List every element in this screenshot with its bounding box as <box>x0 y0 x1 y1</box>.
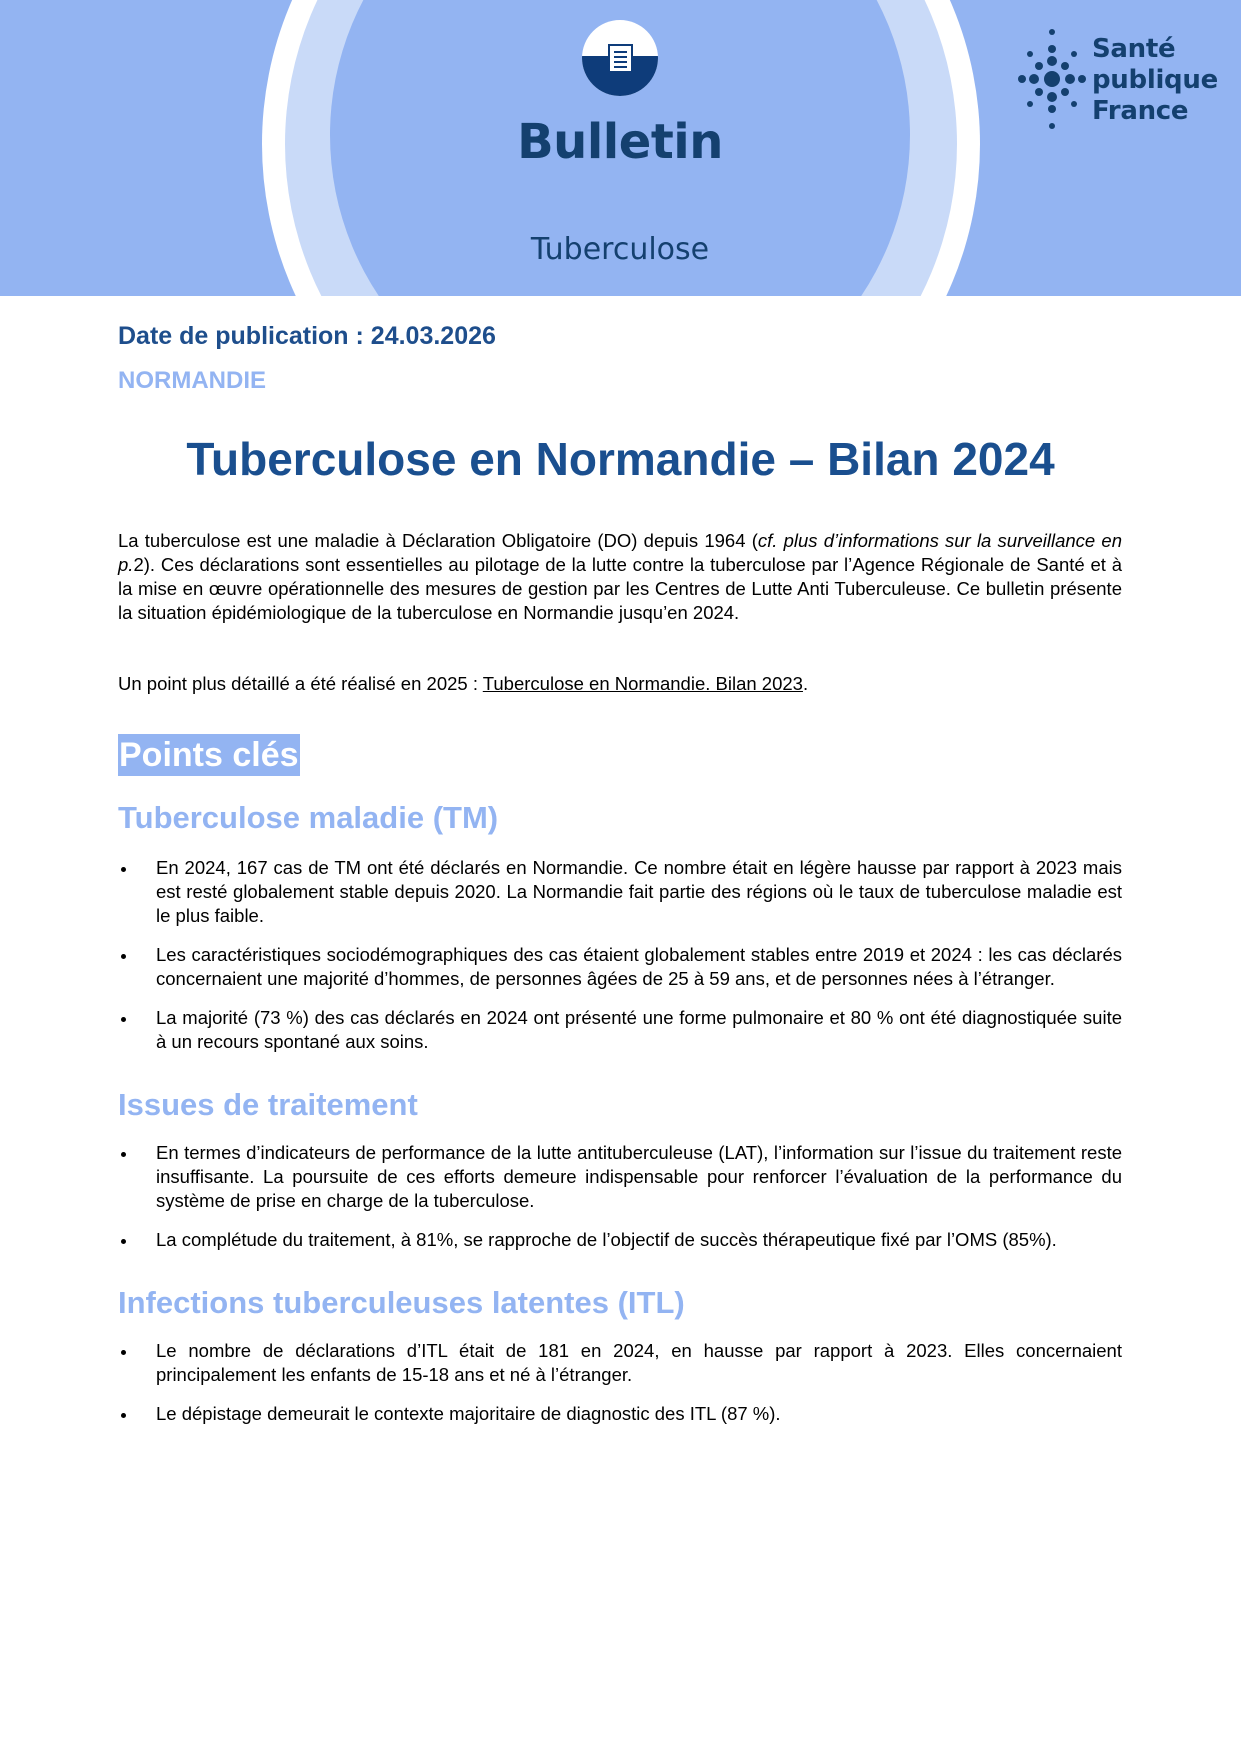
section-heading-tm: Tuberculose maladie (TM) <box>118 800 499 835</box>
intro-paragraph: La tuberculose est une maladie à Déclaration Obligatoire (DO) depuis 1964 (cf. plus d’informations sur la surveillance en p.2). Ces déclarations sont essentielles au pilotage de la lutte contre la tuberculose par l’Agence Régionale de Santé et à la mise en œuvre opérationnelle des mesures de gestion par les Centres de Lutte Anti Tuberculeuse. Ce bulletin présente la situation épidémiologique de la tuberculose en Normandie jusqu’en 2024. <box>118 530 1122 623</box>
banner-subtitle: Tuberculose <box>530 232 710 267</box>
bullet-list-tm <box>118 856 1122 1069</box>
list-item: La majorité (73 %) des cas déclarés en 2024 ont présenté une forme pulmonaire et 80 % ont été diagnostiquée suite à un recours spontané aux soins. <box>118 1006 1122 1054</box>
intro-link-paragraph: Un point plus détaillé a été réalisé en 2025 : Tuberculose en Normandie. Bilan 2023. <box>118 673 809 694</box>
key-points-heading: Points clés <box>119 736 299 774</box>
bullet-list-treatment <box>118 1141 1122 1267</box>
header-banner <box>0 0 1241 296</box>
bullet-list-itl <box>118 1339 1122 1441</box>
document-icon <box>582 20 658 96</box>
banner-title: Bulletin <box>517 114 723 170</box>
logo-text: Santé publique France <box>1092 34 1218 126</box>
bullet-icon <box>121 954 126 959</box>
list-item: La complétude du traitement, à 81%, se rapproche de l’objectif de succès thérapeutique fixé par l’OMS (85%). <box>118 1228 1122 1252</box>
section-heading-treatment: Issues de traitement <box>118 1087 418 1122</box>
publication-date: Date de publication : 24.03.2026 <box>118 322 496 350</box>
bullet-icon <box>121 1350 126 1355</box>
page-title: Tuberculose en Normandie – Bilan 2024 <box>186 433 1055 485</box>
list-item: En 2024, 167 cas de TM ont été déclarés en Normandie. Ce nombre était en légère hausse par rapport à 2023 mais est resté globalement stable depuis 2020. La Normandie fait partie des régions où le taux de tuberculose maladie est le plus faible. <box>118 856 1122 928</box>
section-heading-itl: Infections tuberculeuses latentes (ITL) <box>118 1285 685 1320</box>
region-label: NORMANDIE <box>118 367 266 394</box>
bullet-icon <box>121 1017 126 1022</box>
list-item: Les caractéristiques sociodémographiques des cas étaient globalement stables entre 2019 et 2024 : les cas déclarés concernaient une majorité d’hommes, de personnes âgées de 25 à 59 ans, et de personnes nées à l’étranger. <box>118 943 1122 991</box>
bilan-2023-link[interactable]: Tuberculose en Normandie. Bilan 2023 <box>482 673 803 694</box>
list-item: Le nombre de déclarations d’ITL était de 181 en 2024, en hausse par rapport à 2023. Elles concernaient principalement les enfants de 15-18 ans et né à l’étranger. <box>118 1339 1122 1387</box>
list-item: En termes d’indicateurs de performance de la lutte antituberculeuse (LAT), l’information sur l’issue du traitement reste insuffisante. La poursuite de ces efforts demeure indispensable pour renforcer l’évaluation de la performance du système de prise en charge de la tuberculose. <box>118 1141 1122 1213</box>
bullet-icon <box>121 867 126 872</box>
bullet-icon <box>121 1239 126 1244</box>
bullet-icon <box>121 1413 126 1418</box>
bullet-icon <box>121 1152 126 1157</box>
list-item: Le dépistage demeurait le contexte majoritaire de diagnostic des ITL (87 %). <box>118 1402 1122 1426</box>
